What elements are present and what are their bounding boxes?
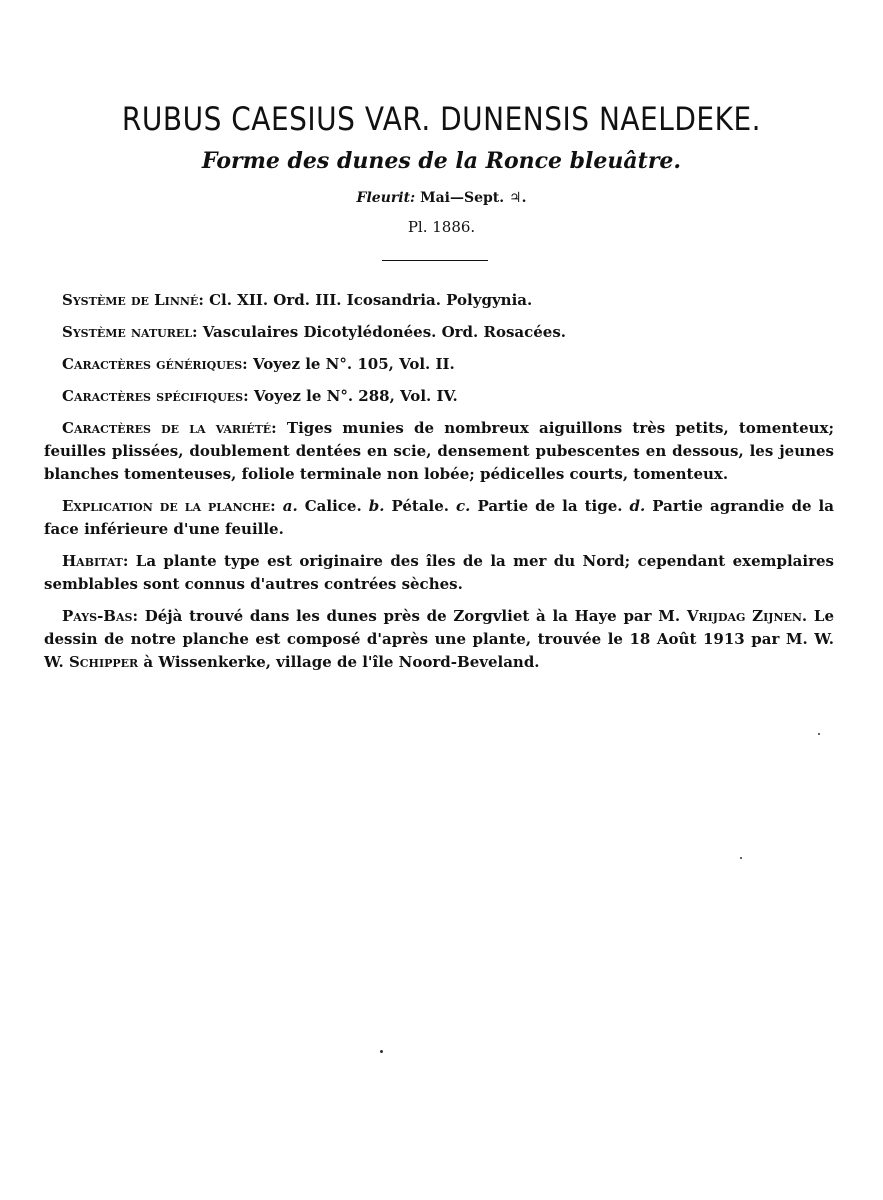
section-linne-text: Cl. XII. Ord. III. Icosandria. Polygynia.: [209, 291, 533, 309]
section-paysbas-text2: Le dessin de notre planche est composé d'après une plante, trouvée le 18 Août 1913 par M. W. W.: [44, 607, 834, 671]
print-speck: [740, 857, 742, 859]
section-linne-label: Système de Linné:: [62, 291, 204, 309]
section-habitat-text: La plante type est originaire des îles de la mer du Nord; cependant exemplaires semblables sont connus d'autres contrées sèches.: [44, 552, 834, 593]
section-linne: [44, 289, 834, 312]
section-explication: [44, 495, 834, 541]
section-paysbas-text3: à Wissenkerke, village de l'île Noord-Beveland.: [143, 653, 540, 671]
page-subtitle: Forme des dunes de la Ronce bleuâtre.: [201, 148, 682, 174]
section-generiques-text: Voyez le N°. 105, Vol. II.: [252, 355, 455, 373]
divider-rule: [382, 260, 488, 261]
print-speck: [818, 733, 820, 735]
print-speck: [380, 1050, 383, 1053]
flowering-label: Fleurit:: [356, 190, 416, 206]
section-variete-text: Tiges munies de nombreux aiguillons très petits, tomenteux; feuilles plissées, doublement dentées en scie, densement pubescentes en dessous, les jeunes blanches tomenteuses, foliole terminale non lobée; pédicelles courts, tomenteux.: [44, 419, 834, 483]
section-naturel-text: Vasculaires Dicotylédonées. Ord. Rosacées.: [202, 323, 567, 341]
section-paysbas: [44, 605, 834, 674]
description-body: [44, 289, 834, 683]
section-naturel-label: Système naturel:: [62, 323, 198, 341]
flowering-line: [0, 188, 883, 208]
collector-name-1: Vrijdag Zijnen.: [686, 607, 808, 625]
section-paysbas-label: Pays-Bas:: [62, 607, 138, 625]
section-specifiques-text: Voyez le N°. 288, Vol. IV.: [253, 387, 458, 405]
section-variete: [44, 417, 834, 486]
figure-a-letter: a.: [282, 497, 298, 515]
section-habitat-label: Habitat:: [62, 552, 129, 570]
section-variete-label: Caractères de la variété:: [62, 419, 277, 437]
section-specifiques: [44, 385, 834, 408]
section-paysbas-text1: Déjà trouvé dans les dunes près de Zorgvliet à la Haye par M.: [144, 607, 681, 625]
figure-d-text: Partie agrandie de la face inférieure d'une feuille.: [44, 497, 834, 538]
figure-c-text: Partie de la tige.: [477, 497, 623, 515]
figure-b-letter: b.: [368, 497, 385, 515]
figure-a-text: Calice.: [304, 497, 362, 515]
section-generiques: [44, 353, 834, 376]
figure-b-text: Pétale.: [391, 497, 450, 515]
section-specifiques-label: Caractères spécifiques:: [62, 387, 249, 405]
figure-d-letter: d.: [629, 497, 646, 515]
section-generiques-label: Caractères génériques:: [62, 355, 248, 373]
figure-c-letter: c.: [456, 497, 471, 515]
plate-number: Pl. 1886.: [407, 218, 476, 236]
flowering-value: Mai—Sept. ♃.: [420, 190, 527, 206]
collector-name-2: Schipper: [68, 653, 139, 671]
section-habitat: [44, 550, 834, 596]
section-naturel: [44, 321, 834, 344]
section-explication-label: Explication de la planche:: [62, 497, 276, 515]
page-title: RUBUS CAESIUS VAR. DUNENSIS NAELDEKE.: [121, 100, 762, 138]
